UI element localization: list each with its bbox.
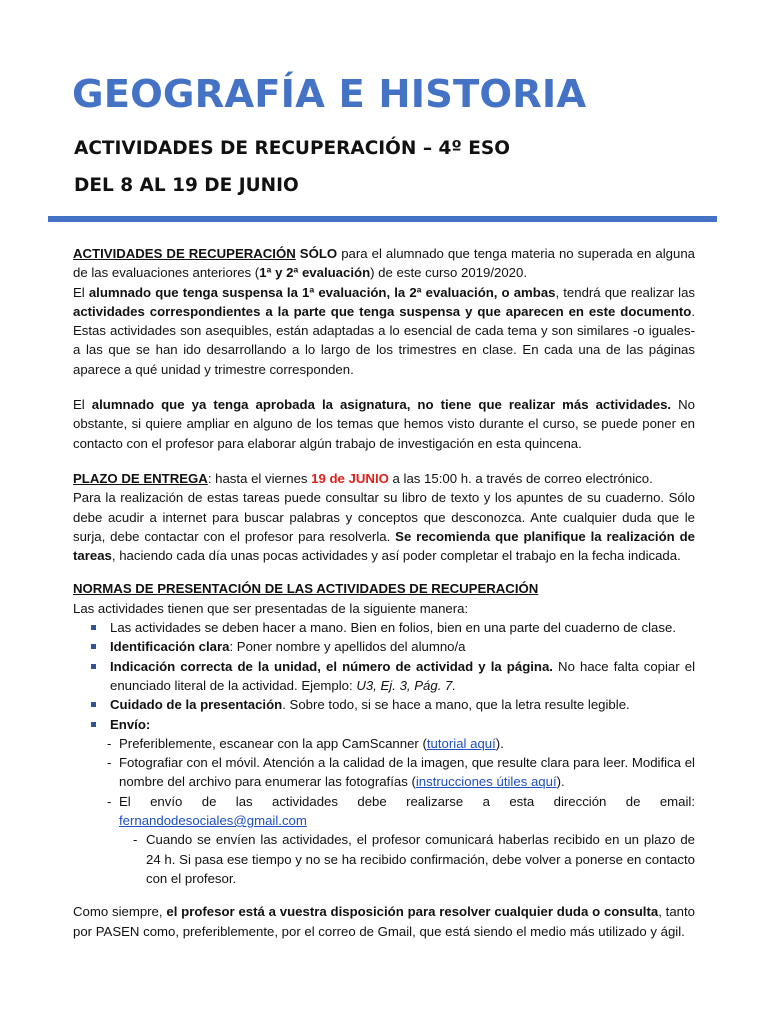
- text: . Estas actividades son asequibles, están adaptadas a lo esencial de cada tema y son similares -o iguales- a las que se han ido desarrollando a lo largo de los trimestres en clase. En cada una de las páginas aparece a qué unidad y trimestre corresponden.: [73, 303, 695, 377]
- text: No obstante, si quiere ampliar en alguno de los temas que hemos visto durante el curso, se puede poner en contacto con el profesor para elaborar algún trabajo de investigación en esta quincena.: [73, 397, 695, 451]
- envio-sublist: [73, 734, 695, 830]
- instructions-link[interactable]: instrucciones útiles aquí: [415, 774, 557, 790]
- text: El envío de las actividades debe realizarse a esta dirección de email:: [119, 793, 695, 809]
- closing-paragraph: [73, 902, 695, 941]
- document-body: [73, 244, 695, 941]
- date-range-subtitle: DEL 8 AL 19 DE JUNIO: [74, 175, 299, 196]
- list-item: [73, 618, 695, 637]
- intro-heading: ACTIVIDADES DE RECUPERACIÓN: [73, 246, 296, 261]
- text: : Poner nombre y apellidos del alumno/a: [229, 639, 466, 655]
- email-link[interactable]: fernandodesociales@gmail.com: [119, 813, 307, 829]
- example-text: U3, Ej. 3, Pág. 7.: [356, 677, 457, 693]
- text-bold: Cuidado de la presentación: [110, 697, 283, 713]
- text: , tendrá que realizar las: [555, 284, 696, 300]
- activities-bold: actividades correspondientes a la parte que tenga suspensa y que aparecen en este documento: [73, 303, 692, 319]
- failed-students-bold: alumnado que tenga suspensa la 1ª evaluación, la 2ª evaluación, o ambas: [88, 284, 556, 300]
- deadline-date: 19 de JUNIO: [311, 470, 389, 486]
- intro-evaluations: 1ª y 2ª evaluación: [259, 265, 371, 281]
- list-item: [73, 734, 695, 753]
- tutorial-link[interactable]: tutorial aquí: [426, 735, 496, 751]
- normas-heading: [73, 579, 695, 598]
- list-item: [73, 830, 695, 888]
- envio-label: Envío:: [110, 716, 151, 732]
- deadline-paragraph: [73, 469, 695, 488]
- text: El: [73, 284, 89, 300]
- text: Como siempre,: [73, 904, 167, 920]
- text: Cuando se envíen las actividades, el profesor comunicará haberlas recibido en un plazo de 24 h. Si pasa ese tiempo y no se ha recibido confirmación, debe volver a ponerse en contacto con el profesor.: [146, 832, 695, 886]
- document-subtitle: ACTIVIDADES DE RECUPERACIÓN – 4º ESO: [74, 138, 510, 159]
- passed-students-paragraph: [73, 395, 695, 453]
- normas-heading-text: NORMAS DE PRESENTACIÓN DE LAS ACTIVIDADES DE RECUPERACIÓN: [73, 581, 539, 597]
- text: , haciendo cada día unas pocas actividades y así poder completar el trabajo en la fecha indicada.: [111, 548, 681, 564]
- text: a las 15:00 h. a través de correo electrónico.: [388, 470, 653, 486]
- envio-subsublist: [73, 830, 695, 888]
- intro-paragraph: [73, 244, 695, 283]
- list-item: [73, 753, 695, 792]
- text: Fotografiar con el móvil. Atención a la calidad de la imagen, que resulte clara para leer. Modifica el nombre del archivo para enumerar las fotografías (: [119, 755, 695, 790]
- text: No hace falta copiar el enunciado literal de la actividad. Ejemplo:: [110, 658, 695, 693]
- header-divider: [48, 216, 717, 222]
- text: ).: [556, 774, 565, 790]
- normas-list: [73, 618, 695, 888]
- planning-tip-bold: Se recomienda que planifique la realización de tareas: [73, 528, 695, 564]
- passed-students-bold: alumnado que ya tenga aprobada la asignatura, no tiene que realizar más actividades.: [91, 397, 672, 413]
- list-item: [73, 792, 695, 831]
- text: : hasta el viernes: [207, 470, 312, 486]
- text-bold: Indicación correcta de la unidad, el número de actividad y la página.: [110, 658, 553, 674]
- study-tips-paragraph: [73, 488, 695, 565]
- text: Para la realización de estas tareas puede consultar su libro de texto y los apuntes de su cuaderno. Sólo debe acudir a internet para buscar palabras y conceptos que desconozca. Ante cualquier duda que le surja, debe contactar con el profesor para resolverla.: [73, 490, 695, 544]
- list-item: [73, 715, 695, 889]
- text: , tanto por PASEN como, preferiblemente, por el correo de Gmail, que está siendo el medio más utilizado y ágil.: [73, 904, 696, 939]
- text: . Sobre todo, si se hace a mano, que la letra resulte legible.: [282, 697, 630, 713]
- list-item: [73, 637, 695, 656]
- closing-bold: el profesor está a vuestra disposición para resolver cualquier duda o consulta: [166, 904, 659, 920]
- intro-text: para el alumnado que tenga materia no superada en alguna de las evaluaciones anteriores (: [73, 246, 696, 281]
- text: ).: [495, 735, 504, 751]
- list-item: [73, 695, 695, 714]
- list-item: [73, 657, 695, 696]
- deadline-label: PLAZO DE ENTREGA: [73, 470, 208, 486]
- intro-text-end: ) de este curso 2019/2020.: [370, 265, 528, 281]
- normas-intro: Las actividades tienen que ser presentadas de la siguiente manera:: [73, 600, 469, 616]
- text: Las actividades se deben hacer a mano. Bien en folios, bien en una parte del cuaderno de clase.: [110, 620, 676, 636]
- failed-students-paragraph: [73, 283, 695, 379]
- text: Preferiblemente, escanear con la app CamScanner (: [119, 735, 427, 751]
- text: El: [73, 397, 92, 413]
- page-title: GEOGRAFÍA E HISTORIA: [72, 72, 587, 117]
- text-bold: Identificación clara: [110, 639, 230, 655]
- intro-solo: SÓLO: [295, 246, 338, 261]
